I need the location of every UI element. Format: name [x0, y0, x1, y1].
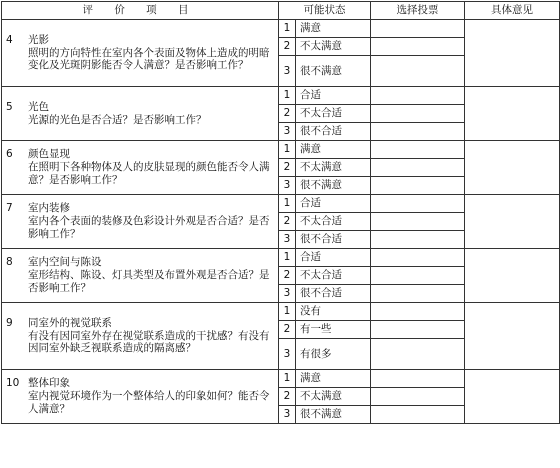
item-description: 光源的光色是否合适？是否影响工作？	[28, 113, 207, 126]
option-number: 2	[279, 213, 296, 231]
vote-cell[interactable]	[371, 370, 465, 388]
option-label: 很不满意	[296, 177, 371, 195]
vote-cell[interactable]	[371, 303, 465, 321]
evaluation-item	[2, 370, 279, 424]
item-number: 7	[6, 202, 13, 215]
option-label: 没有	[296, 303, 371, 321]
option-label: 有很多	[296, 339, 371, 370]
option-number: 1	[279, 87, 296, 105]
option-label: 满意	[296, 141, 371, 159]
option-label: 不太满意	[296, 159, 371, 177]
option-label: 很不合适	[296, 123, 371, 141]
vote-cell[interactable]	[371, 321, 465, 339]
vote-cell[interactable]	[371, 87, 465, 105]
item-description: 室内各个表面的装修及色彩设计外观是否合适？是否影响工作？	[28, 215, 270, 240]
header-vote: 选择投票	[371, 2, 465, 20]
option-number: 1	[279, 303, 296, 321]
option-number: 3	[279, 56, 296, 87]
option-number: 1	[279, 249, 296, 267]
vote-cell[interactable]	[371, 231, 465, 249]
vote-cell[interactable]	[371, 159, 465, 177]
evaluation-item	[2, 303, 279, 370]
option-number: 1	[279, 370, 296, 388]
item-number: 4	[6, 33, 13, 46]
option-number: 1	[279, 195, 296, 213]
opinion-cell[interactable]	[465, 20, 560, 87]
option-number: 2	[279, 159, 296, 177]
item-number: 5	[6, 100, 13, 113]
table-row	[2, 249, 560, 267]
option-label: 很不合适	[296, 285, 371, 303]
opinion-cell[interactable]	[465, 141, 560, 195]
item-title: 光色	[28, 100, 49, 113]
option-label: 不太合适	[296, 213, 371, 231]
opinion-cell[interactable]	[465, 370, 560, 424]
item-description: 在照明下各种物体及人的皮肤显现的颜色能否令人满意？是否影响工作？	[28, 161, 270, 186]
vote-cell[interactable]	[371, 105, 465, 123]
vote-cell[interactable]	[371, 20, 465, 38]
vote-cell[interactable]	[371, 123, 465, 141]
header-item: 评 价 项 目	[2, 2, 279, 20]
header-states: 可能状态	[279, 2, 371, 20]
vote-cell[interactable]	[371, 38, 465, 56]
table-body	[2, 20, 560, 424]
table-row	[2, 370, 560, 388]
option-label: 很不合适	[296, 231, 371, 249]
option-number: 2	[279, 388, 296, 406]
option-number: 2	[279, 321, 296, 339]
table-row	[2, 20, 560, 38]
option-number: 1	[279, 20, 296, 38]
item-description: 室形结构、陈设、灯具类型及布置外观是否合适？是否影响工作？	[28, 269, 270, 294]
option-label: 不太满意	[296, 388, 371, 406]
option-label: 满意	[296, 20, 371, 38]
item-title: 颜色显现	[28, 148, 70, 161]
item-description: 有没有因同室外存在视觉联系造成的干扰感？有没有因同室外缺乏视联系造成的隔离感？	[28, 329, 270, 355]
option-label: 很不满意	[296, 406, 371, 424]
item-title: 室内装修	[28, 202, 70, 215]
vote-cell[interactable]	[371, 56, 465, 87]
vote-cell[interactable]	[371, 249, 465, 267]
opinion-cell[interactable]	[465, 249, 560, 303]
option-label: 很不满意	[296, 56, 371, 87]
option-number: 3	[279, 406, 296, 424]
vote-cell[interactable]	[371, 388, 465, 406]
vote-cell[interactable]	[371, 406, 465, 424]
item-description: 照明的方向特性在室内各个表面及物体上造成的明暗变化及光斑阴影能否令人满意？是否影响工作？	[28, 46, 270, 72]
option-label: 不太合适	[296, 267, 371, 285]
item-number: 6	[6, 148, 13, 161]
vote-cell[interactable]	[371, 141, 465, 159]
table-row	[2, 141, 560, 159]
item-number: 10	[6, 377, 20, 390]
opinion-cell[interactable]	[465, 303, 560, 370]
item-title: 光影	[28, 33, 49, 46]
option-number: 3	[279, 339, 296, 370]
opinion-cell[interactable]	[465, 195, 560, 249]
item-title: 室内空间与陈设	[28, 256, 102, 269]
option-number: 3	[279, 177, 296, 195]
item-number: 9	[6, 316, 13, 329]
option-label: 满意	[296, 370, 371, 388]
option-label: 合适	[296, 87, 371, 105]
table-row	[2, 87, 560, 105]
option-label: 不太满意	[296, 38, 371, 56]
option-number: 3	[279, 123, 296, 141]
option-number: 2	[279, 105, 296, 123]
item-title: 整体印象	[28, 377, 70, 390]
vote-cell[interactable]	[371, 177, 465, 195]
vote-cell[interactable]	[371, 285, 465, 303]
evaluation-item	[2, 20, 279, 87]
option-label: 有一些	[296, 321, 371, 339]
vote-cell[interactable]	[371, 267, 465, 285]
option-label: 不太合适	[296, 105, 371, 123]
option-number: 1	[279, 141, 296, 159]
option-label: 合适	[296, 249, 371, 267]
option-number: 2	[279, 267, 296, 285]
table-row	[2, 195, 560, 213]
option-label: 合适	[296, 195, 371, 213]
option-number: 3	[279, 231, 296, 249]
evaluation-table	[1, 1, 560, 424]
item-title: 同室外的视觉联系	[28, 316, 112, 329]
table-row	[2, 303, 560, 321]
vote-cell[interactable]	[371, 213, 465, 231]
opinion-cell[interactable]	[465, 87, 560, 141]
item-number: 8	[6, 256, 13, 269]
header-opinion: 具体意见	[465, 2, 560, 20]
evaluation-item	[2, 249, 279, 303]
option-number: 3	[279, 285, 296, 303]
evaluation-item	[2, 87, 279, 141]
item-description: 室内视觉环境作为一个整体给人的印象如何？能否令人满意？	[28, 390, 270, 415]
evaluation-item	[2, 195, 279, 249]
vote-cell[interactable]	[371, 339, 465, 370]
evaluation-item	[2, 141, 279, 195]
vote-cell[interactable]	[371, 195, 465, 213]
table-header-row	[2, 2, 560, 20]
option-number: 2	[279, 38, 296, 56]
